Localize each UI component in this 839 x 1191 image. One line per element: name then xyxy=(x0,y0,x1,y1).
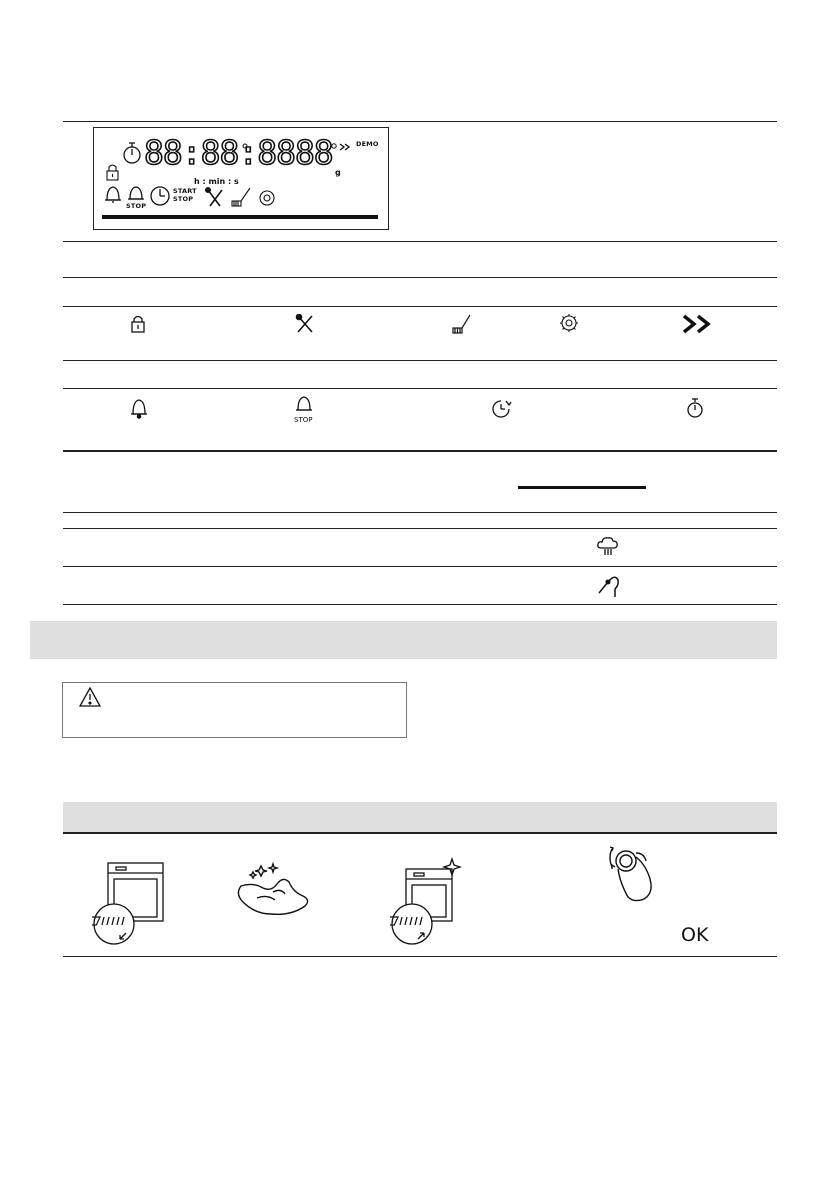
knob-turn-hand-icon xyxy=(600,839,664,905)
warning-box xyxy=(62,682,407,738)
display-stop-label-2: STOP xyxy=(173,195,194,203)
table-rule-5 xyxy=(63,388,777,389)
warning-triangle-icon xyxy=(79,687,101,707)
display-stopwatch-icon xyxy=(124,143,140,163)
table-rule-8 xyxy=(63,528,777,529)
table-rule-6 xyxy=(63,450,777,452)
stopwatch-icon xyxy=(686,397,704,419)
ok-label: OK xyxy=(681,924,709,946)
display-time-format: h : min : s xyxy=(194,177,239,186)
clean-cloth-icon xyxy=(233,862,313,922)
display-start-label: START xyxy=(173,187,197,195)
display-unit: g xyxy=(335,168,341,177)
steps-header-band xyxy=(63,802,777,832)
bell-stop-icon xyxy=(295,395,313,413)
start-stop-clock-icon xyxy=(491,399,513,419)
bell-icon xyxy=(130,398,148,420)
core-temperature-probe-icon xyxy=(597,573,621,599)
display-panel xyxy=(93,127,389,230)
fast-forward-chevrons-icon xyxy=(681,314,717,334)
table-rule-2 xyxy=(63,277,777,278)
insert-accessories-icon xyxy=(390,857,464,949)
table-rule-1 xyxy=(63,241,777,242)
display-chevron-icon xyxy=(340,144,349,150)
brush-cleaning-icon xyxy=(452,313,472,335)
display-gear-icon xyxy=(260,191,274,205)
display-brush-icon xyxy=(232,188,250,206)
display-bell-icon xyxy=(105,187,121,203)
display-progress-bar xyxy=(102,215,378,219)
table-rule-9 xyxy=(63,566,777,567)
display-demo-label: DEMO xyxy=(356,140,379,148)
display-bell-stop-icon xyxy=(128,187,144,199)
table-rule-7 xyxy=(63,512,777,513)
display-stop-label: STOP xyxy=(126,202,147,210)
lock-icon xyxy=(130,314,146,334)
table-top-rule xyxy=(63,121,777,122)
bar-indicator-icon xyxy=(518,486,646,489)
section-heading-band xyxy=(30,621,777,659)
steps-bottom-rule xyxy=(63,956,777,957)
display-cutlery-icon xyxy=(206,188,222,206)
display-digits: 88:88:8888 xyxy=(144,133,333,172)
display-start-stop-clock-icon xyxy=(151,187,169,205)
display-lock-icon xyxy=(107,165,118,180)
bell-stop-label: STOP xyxy=(294,416,313,424)
settings-gear-icon xyxy=(559,313,579,333)
steam-cloud-icon xyxy=(596,535,620,557)
food-sensor-cutlery-icon xyxy=(295,314,315,334)
table-rule-3 xyxy=(63,306,777,307)
remove-accessories-icon xyxy=(92,857,166,949)
table-rule-10 xyxy=(63,604,777,605)
table-rule-4 xyxy=(63,360,777,361)
steps-header-rule xyxy=(63,832,777,834)
